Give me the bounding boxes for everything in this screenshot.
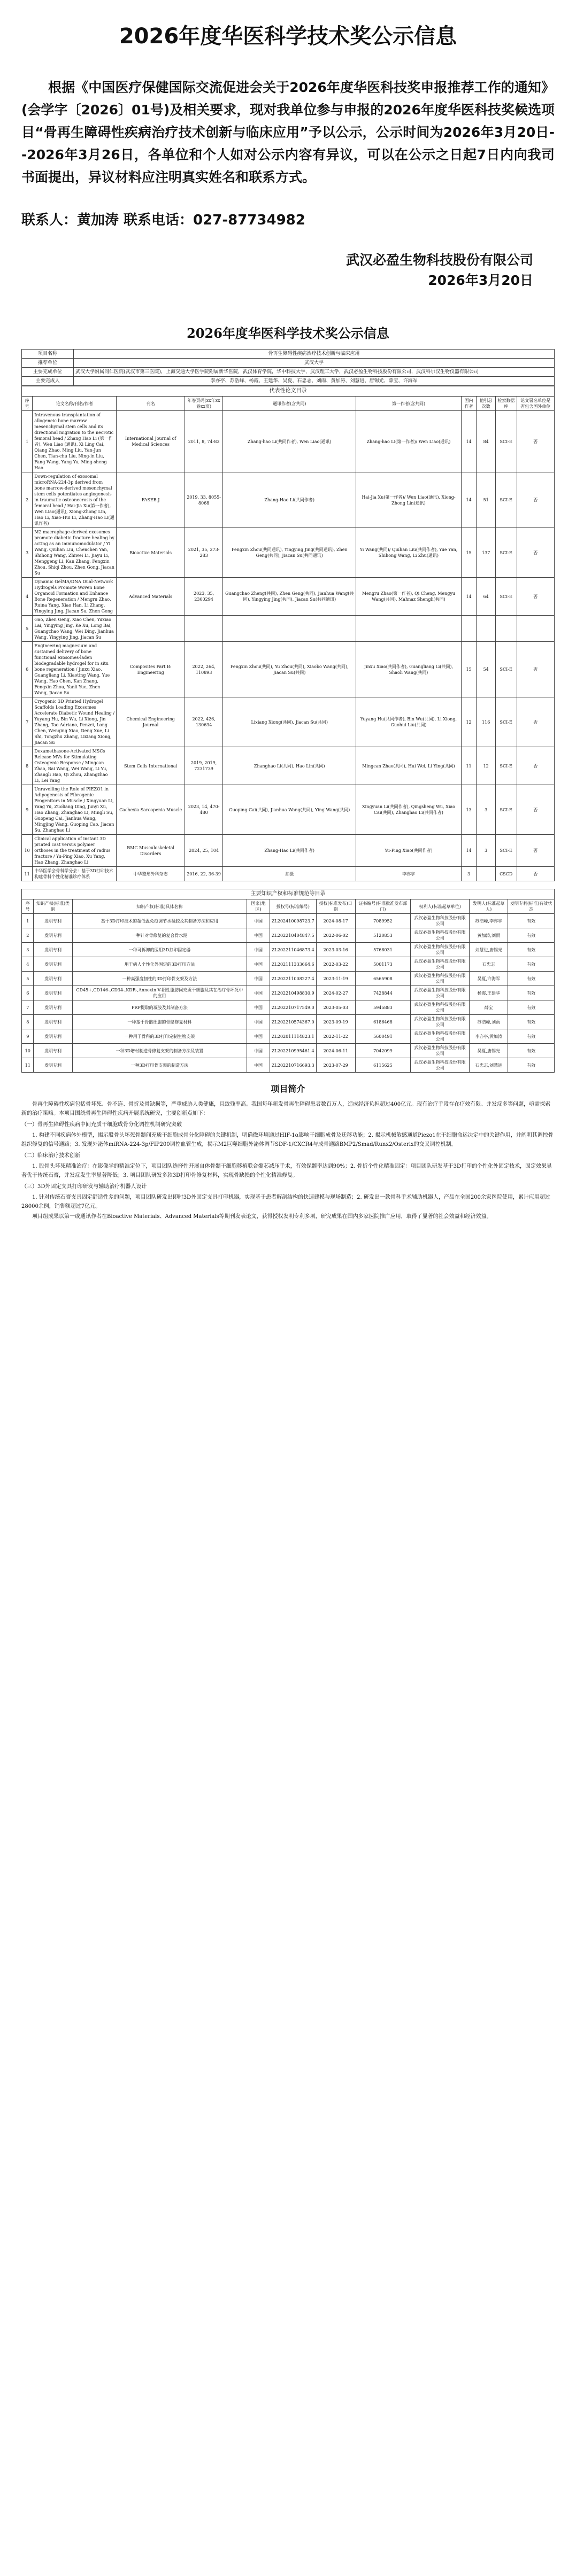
patent-owner: 武汉必盈生物科技股份有限公司	[411, 1015, 470, 1029]
patent-cert: 6115625	[355, 1058, 410, 1073]
patent-row	[22, 972, 555, 986]
patent-country: 中国	[247, 957, 270, 972]
persons-label: 主要完成人	[22, 377, 74, 386]
paper-foreign: 否	[517, 642, 555, 697]
paper-corr: 拍摄	[223, 867, 356, 881]
paper-title: Engineering magnesium and sustained delivery of bone functional exosomes-laden biodegradable hydrogel for in situ bone regeneration / Jinxu Xiao, Guangliang Li, Xiaoting Wang, Yue Wang, Hao Chen, Kan Zhang, Fengxin Zhou, Yanli Yue, Zhen Wang, Jiacan Su	[33, 642, 117, 697]
paper-row	[22, 835, 555, 867]
paper-domestic: 12	[461, 697, 477, 747]
paper-pages: 2021, 35, 273-283	[185, 528, 222, 578]
paper-cites: 137	[477, 528, 495, 578]
paper-foreign	[517, 616, 555, 642]
patent-inventor: 刘慧进,唐锡光	[470, 943, 508, 957]
paper-title: M2 macrophage-derived exosomes promote diabetic fracture healing by acting as an immunomodulator / Yi Wang, Qiuhan Liu, Chenchen Yan, Shihong Wang, Zhiwei Li, Jiayu Li, Menggeng Li, Kan Zhang, Fengxin Zhou, Shiqi Zhou, Zhen Gong, Jiacan Su	[33, 528, 117, 578]
paper-journal: BMC Musculoskeletal Disorders	[117, 835, 185, 867]
paper-first: Zhang-hao Li(第一作者)/ Wen Liao(通讯)	[356, 411, 461, 472]
patent-type: 发明专利	[34, 957, 72, 972]
patent-cert: 7042099	[355, 1044, 410, 1058]
patent-type: 发明专利	[34, 1029, 72, 1044]
paper-pages	[185, 616, 222, 642]
paper-db: SCI-E	[495, 578, 517, 616]
patent-cert: 6565908	[355, 972, 410, 986]
paper-corr: Guoping Cai(共同), Jianhua Wang(共同), Ying Wang(共同)	[223, 785, 356, 835]
patent-country: 中国	[247, 943, 270, 957]
paper-row	[22, 616, 555, 642]
patent-row	[22, 914, 555, 928]
paper-domestic: 13	[461, 785, 477, 835]
paper-domestic: 14	[461, 835, 477, 867]
paper-db: SCI-E	[495, 785, 517, 835]
paper-db: SCI-E	[495, 642, 517, 697]
form-title: 2026年度华医科学技术奖公示信息	[187, 325, 389, 341]
patent-date: 2023-05-03	[316, 1000, 355, 1015]
patent-name: 一种3D打印骨支架的制造方法	[72, 1058, 247, 1073]
paper-pages: 2019, 33, 8055-8068	[185, 472, 222, 528]
paper-corr	[223, 616, 356, 642]
patent-inventor: 吴夏,许海军	[470, 972, 508, 986]
column-header: 序号	[22, 899, 34, 914]
paper-domestic: 14	[461, 472, 477, 528]
patents-header: 主要知识产权和标准规范等目录	[22, 889, 555, 899]
paper-cites: 64	[477, 578, 495, 616]
units-label: 主要完成单位	[22, 368, 74, 377]
patent-type: 发明专利	[34, 986, 72, 1000]
patent-country: 中国	[247, 928, 270, 943]
form-section	[0, 323, 576, 1221]
patent-row	[22, 1015, 555, 1029]
paper-title: Clinical application of instant 3D printed cast versus polymer orthoses in the treatment of radius fracture / Yu-Ping Xiao, Xu Yang, Hao Zhang, Zhanghao Li	[33, 835, 117, 867]
patent-num: ZL202210995461.4	[270, 1044, 317, 1058]
paper-cites: 54	[477, 642, 495, 697]
patent-num: ZL202210574367.0	[270, 1015, 317, 1029]
intro-heading: （二）临床治疗技术创新	[21, 1153, 80, 1159]
notice-date: 2026年3月20日	[428, 273, 533, 288]
paper-domestic: 15	[461, 642, 477, 697]
paper-cites: 51	[477, 472, 495, 528]
paper-title: Intravenous transplantation of allogeneic bone marrow mesenchymal stem cells and its directional migration to the necrotic femoral head / Zhang Hao Li (第一作者), Wen Liao (通讯), Xi Ling Cai, Qiang Zhao, Ming Liu, Yan-Jun Chen, Tian-chu Liu, Ning-in Liu, Fang Wang, Yang Yu, Ming-sheng Hao	[33, 411, 117, 472]
patent-num: ZL202210404847.5	[270, 928, 317, 943]
paper-cites: 3	[477, 785, 495, 835]
paper-title: Gao, Zhen Geng, Xiao Chen, Yuxiao Lai, Yingying Jing, Ke Xu, Long Bai, Guangchao Wang, Wei Ding, Jianhua Wang, Yingying Jing, Jiacan Su	[33, 616, 117, 642]
paper-cites	[477, 616, 495, 642]
patent-cert: 7428844	[355, 986, 410, 1000]
contact-line: 联系人：黄加涛 联系电话：027-87734982	[21, 212, 305, 228]
patent-type: 发明专利	[34, 1058, 72, 1073]
patent-cert: 5768031	[355, 943, 410, 957]
patent-owner: 武汉必盈生物科技股份有限公司	[411, 943, 470, 957]
patent-name: 一种用于骨科的3D打印定制生物支架	[72, 1029, 247, 1044]
paper-cites: 12	[477, 747, 495, 785]
paper-foreign: 否	[517, 411, 555, 472]
paper-journal: Advanced Materials	[117, 578, 185, 616]
paper-first: Mingcan Zhao(共同), Hui Wei, Li Ying(共同)	[356, 747, 461, 785]
paper-first: Xingyuan Li(共同作者), Qingsheng Wu, Xiao Cai(共同), Zhanghao Li(共同作者)	[356, 785, 461, 835]
column-header: 知识产权(标准)类别	[34, 899, 72, 914]
paper-no: 6	[22, 642, 33, 697]
paper-foreign: 否	[517, 747, 555, 785]
units: 武汉大学附属同仁医院(武汉市第三医院)，上海交通大学医学院附属新华医院，武汉体育学院，华中科技大学，武汉理工大学，武汉必盈生物科技股份有限公司，武汉科尔汉生物仪器有限公司	[74, 368, 555, 377]
paper-journal: Bioactive Materials	[117, 528, 185, 578]
column-header: 权利人(标准起草单位)	[411, 899, 470, 914]
paper-domestic: 15	[461, 528, 477, 578]
patent-no: 3	[22, 943, 34, 957]
paper-no: 1	[22, 411, 33, 472]
notice-paragraph: 根据《中国医疗保健国际交流促进会关于2026年度华医科技奖申报推荐工作的通知》(会学字〔2026〕01号)及相关要求，现对我单位参与申报的2026年度华医科技奖候选项目“骨再生障碍性疾病治疗技术创新与临床应用”予以公示，公示时间为2026年3月20日--2026年3月26日，各单位和个人如对公示内容有异议，可以在公示之日起7日内向我司书面提出，异议材料应注明真实姓名和联系方式。	[21, 80, 555, 185]
paper-corr: Zhang-Hao Li(共同作者)	[223, 472, 356, 528]
patent-inventor: 石忠志	[470, 957, 508, 972]
patent-name: PRP提取的凝胶及其制备方法	[72, 1000, 247, 1015]
paper-row	[22, 642, 555, 697]
patent-row	[22, 1029, 555, 1044]
patent-status: 有效	[508, 957, 555, 972]
project-label: 项目名称	[22, 350, 74, 359]
patent-country: 中国	[247, 1029, 270, 1044]
patent-inventor: 薛宝	[470, 1000, 508, 1015]
paper-title: 中华医学会骨科学分会：基于3D打印技术构建骨科个性化精准诊疗体系	[33, 867, 117, 881]
intro-paragraph: 1. 构建不同疾病体外模型，揭示股骨头坏死骨髓间充质干细胞成骨分化障碍的关键机制，明确微环境通过HIF-1α影响干细胞成骨及迁移功能；2. 揭示机械敏感通道Piezo1在干细胞命运决定中的关键作用，并阐明其调控骨组织修复的信号通路；3. 发现外泌体miRNA-224-3p/FIP200调控血管生成，揭示M2巨噬细胞外泌体调节SDF-1/CXCR4与成骨通路BMP2/Smad/Runx2/Osterix的交叉调控机制。	[21, 1132, 554, 1147]
paper-db: SCI-E	[495, 835, 517, 867]
paper-first: Yi Wang(共同)/ Qiuhan Liu(共同作者), Yue Yan, Shihong Wang, Li Zhu(通讯)	[356, 528, 461, 578]
patent-country: 中国	[247, 1000, 270, 1015]
patent-status: 有效	[508, 1044, 555, 1058]
patent-owner: 武汉必盈生物科技股份有限公司	[411, 1000, 470, 1015]
patent-country: 中国	[247, 1058, 270, 1073]
nominator-label: 推荐单位	[22, 359, 74, 368]
patent-owner: 武汉必盈生物科技股份有限公司	[411, 972, 470, 986]
column-header: 国内作者	[461, 397, 477, 411]
patent-date: 2022-03-22	[316, 957, 355, 972]
paper-db: CSCD	[495, 867, 517, 881]
paper-cites	[477, 867, 495, 881]
paper-corr: Zhang-hao Li(共同作者), Wen Liao(通讯)	[223, 411, 356, 472]
paper-cites: 84	[477, 411, 495, 472]
paper-journal	[117, 616, 185, 642]
paper-corr: Fengxin Zhou(共同通讯), Yingying Jing(共同通讯), Zhen Geng(共同), Jiacan Su(共同通讯)	[223, 528, 356, 578]
paper-cites: 3	[477, 835, 495, 867]
papers-header-row	[22, 397, 555, 411]
patent-country: 中国	[247, 986, 270, 1000]
intro-paragraph: 1. 股骨头坏死精准治疗：在影像学的精准定位下，项目团队选择性开展自体骨髓干细胞移植联合髓芯减压手术，有效保髋率达到90%；2. 骨折个性化精准固定：项目团队研发基于3D打印的个性化外固定技术，固定效果显著优于传统石膏，并发症发生率显著降低；3. 项目团队研发多款3D打印骨修复材料，实现骨缺损的个性化精准修复。	[21, 1163, 552, 1178]
paper-no: 5	[22, 616, 33, 642]
paper-pages: 2023, 14, 470-480	[185, 785, 222, 835]
paper-row	[22, 785, 555, 835]
patent-name: 一种针对骨修复的复合骨水泥	[72, 928, 247, 943]
patent-cert: 5600491	[355, 1029, 410, 1044]
paper-domestic: 14	[461, 578, 477, 616]
patent-name: 基于3D打印技术的超低温免疫调节水凝胶及其制备方法和应用	[72, 914, 247, 928]
patent-name: 用于病人个性化外固定的3D打印方法	[72, 957, 247, 972]
patent-owner: 武汉必盈生物科技股份有限公司	[411, 1029, 470, 1044]
intro-paragraph: 骨再生障碍性疾病包括骨坏死、骨不连、骨折及骨缺损等，严重威胁人类健康，且致残率高。我国每年新发骨再生障碍患者数百万人，造成经济负担超过400亿元。现有治疗手段存在疗效有限、并发症多等问题，亟需探索新的治疗策略。本项目围绕骨再生障碍性疾病开展系统研究，主要创新点如下：	[21, 1101, 551, 1116]
paper-first: Mengru Zhao(第一作者), Qi Cheng, Mengyu Wang(共同), Mahnaz Shengli(共同)	[356, 578, 461, 616]
nominator: 武汉大学	[74, 359, 555, 368]
patent-owner: 武汉必盈生物科技股份有限公司	[411, 914, 470, 928]
paper-pages: 2022, 264, 110893	[185, 642, 222, 697]
column-header: 发明人(标准起草人)	[470, 899, 508, 914]
patent-date: 2023-03-16	[316, 943, 355, 957]
patent-no: 8	[22, 1015, 34, 1029]
patent-status: 有效	[508, 1029, 555, 1044]
paper-title: Down-regulation of exosomal microRNA-224-3p derived from bone marrow-derived mesenchymal stem cells potentiates angiogenesis in traumatic osteonecrosis of the femoral head / Hai-Jia Xu(第一作者), Wen Liao(通讯), Xiong-Zhong Lin, Hao Li, Xiao-Hui Li, Zhang-Hao Li(通讯作者)	[33, 472, 117, 528]
paper-first	[356, 616, 461, 642]
intro-paragraph: 项目组成果以第一或通讯作者在Bioactive Materials、Advanced Materials等期刊发表论文，获得授权发明专利多项，研究成果在国内多家医院推广应用，取得了显著的社会效益和经济效益。	[32, 1214, 492, 1220]
paper-db: SCI-E	[495, 411, 517, 472]
patent-status: 有效	[508, 1015, 555, 1029]
patent-type: 发明专利	[34, 972, 72, 986]
column-header: 年卷页码(xx年xx卷xx页)	[185, 397, 222, 411]
paper-db: SCI-E	[495, 747, 517, 785]
paper-row	[22, 411, 555, 472]
project-info-table	[21, 349, 555, 386]
patent-owner: 武汉必盈生物科技股份有限公司	[411, 928, 470, 943]
paper-corr: Zhang-Hao Li(共同作者)	[223, 835, 356, 867]
patent-owner: 武汉必盈生物科技股份有限公司	[411, 986, 470, 1000]
patent-num: ZL202210717549.0	[270, 1000, 317, 1015]
paper-corr: Fengxin Zhou(共同), Yu Zhou(共同), Xiaobo Wang(共同), Jiacan Su(共同)	[223, 642, 356, 697]
intro-heading: （三）3D外固定支具打印研发与辅助治疗机器人设计	[21, 1184, 147, 1190]
paper-title: Cryogenic 3D Printed Hydrogel Scaffolds Loading Exosomes Accelerate Diabetic Wound Healing / Yuyang Hu, Bin Wu, Li Xiong, Jin Zhang, Tao Adriano, Penzei, Long Chen, Wenqing Xiao, Deng Xue, Li Shi, Tongzhu Zhang, Lixiang Xiong, Jiacan Su	[33, 697, 117, 747]
patent-row	[22, 1044, 555, 1058]
paper-cites: 116	[477, 697, 495, 747]
patent-country: 中国	[247, 972, 270, 986]
paper-db: SCI-E	[495, 472, 517, 528]
patent-type: 发明专利	[34, 1044, 72, 1058]
company-name: 武汉必盈生物科技股份有限公司	[345, 252, 533, 268]
patent-status: 有效	[508, 1058, 555, 1073]
paper-pages: 2019, 2019, 7231739	[185, 747, 222, 785]
column-header: 国家(地区)	[247, 899, 270, 914]
patent-status: 有效	[508, 943, 555, 957]
patent-row	[22, 957, 555, 972]
paper-title: Dynamic GelMA/DNA Dual-Network Hydrogels Promote Woven Bone Organoid Formation and Enhance Bone Regeneration / Mengru Zhao, Ruina Yang, Xiao Han, Li Zhang, Yingying Jing, Jiacan Su, Zhen Geng	[33, 578, 117, 616]
paper-foreign: 否	[517, 578, 555, 616]
paper-journal: Composites Part B: Engineering	[117, 642, 185, 697]
patent-date: 2023-11-19	[316, 972, 355, 986]
paper-pages: 2024, 25, 104	[185, 835, 222, 867]
patent-date: 2023-09-19	[316, 1015, 355, 1029]
patent-num: ZL202211008227.4	[270, 972, 317, 986]
patent-name: 一种基于骨骼细胞的骨骼修复材料	[72, 1015, 247, 1029]
patent-no: 9	[22, 1029, 34, 1044]
paper-corr: Lixiang Xiong(共同), Jiacan Su(共同)	[223, 697, 356, 747]
paper-db: SCI-E	[495, 697, 517, 747]
paper-no: 11	[22, 867, 33, 881]
patent-num: ZL202410098723.7	[270, 914, 317, 928]
patent-date: 2024-08-17	[316, 914, 355, 928]
patent-status: 有效	[508, 928, 555, 943]
paper-db: SCI-E	[495, 528, 517, 578]
patent-inventor: 苏浩峰,李亦亭	[470, 914, 508, 928]
patent-type: 发明专利	[34, 943, 72, 957]
patent-row	[22, 986, 555, 1000]
paper-journal: International Journal of Medical Sciences	[117, 411, 185, 472]
papers-table	[21, 386, 555, 881]
patent-status: 有效	[508, 972, 555, 986]
paper-journal: Cachexia Sarcopenia Muscle	[117, 785, 185, 835]
patent-name: 一种3D增材制造骨修复支架的制备方法及装置	[72, 1044, 247, 1058]
patent-date: 2023-07-29	[316, 1058, 355, 1073]
column-header: 授权(标准发布)日期	[316, 899, 355, 914]
paper-pages: 2016, 22, 36-39	[185, 867, 222, 881]
patent-no: 10	[22, 1044, 34, 1058]
paper-no: 10	[22, 835, 33, 867]
paper-first: Yuyang Hu(共同作者), Bin Wu(共同), Li Xiong, Guohui Liu(共同)	[356, 697, 461, 747]
paper-foreign: 否	[517, 697, 555, 747]
paper-no: 3	[22, 528, 33, 578]
intro-title: 项目简介	[271, 1084, 305, 1094]
column-header: 序号	[22, 397, 33, 411]
column-header: 检索数据库	[495, 397, 517, 411]
paper-title: Unravelling the Role of PIEZO1 in Adipogenesis of Fibrogenic Progenitors in Muscle / Xingyuan Li, Yang Yu, Zuoliang Ding, Junyi Xu, Hao Zhang, Zhanghao Li, Mingli Su, Guopeng Cai, Jianhua Wang, Mingjing Wang, Guoping Cao, Jiacan Su, Zhanghao Li	[33, 785, 117, 835]
patent-row	[22, 943, 555, 957]
paper-foreign: 否	[517, 835, 555, 867]
patent-num: ZL202011114823.1	[270, 1029, 317, 1044]
patent-status: 有效	[508, 986, 555, 1000]
patent-status: 有效	[508, 1000, 555, 1015]
patent-inventor: 杨霞,王建华	[470, 986, 508, 1000]
patent-num: ZL202111333664.6	[270, 957, 317, 972]
paper-no: 4	[22, 578, 33, 616]
patent-no: 1	[22, 914, 34, 928]
notice-page	[0, 19, 576, 291]
paper-pages: 2011, 8, 74-83	[185, 411, 222, 472]
paper-row	[22, 867, 555, 881]
paper-first: 李亦亭	[356, 867, 461, 881]
patent-no: 11	[22, 1058, 34, 1073]
patent-cert: 7089952	[355, 914, 410, 928]
patent-no: 7	[22, 1000, 34, 1015]
patent-name: 一种可拆卸的医用3D打印固定器	[72, 943, 247, 957]
paper-row	[22, 697, 555, 747]
paper-foreign: 否	[517, 472, 555, 528]
column-header: 刊名	[117, 397, 185, 411]
patent-type: 发明专利	[34, 1000, 72, 1015]
paper-domestic: 14	[461, 411, 477, 472]
paper-title: Dexamethasone-Activated MSCs Release MVs for Stimulating Osteogenic Response / Mingcan Zhao, Bai Wang, Wei Wang, Li Yu, Zhangli Hao, Qi Zhou, Zhangzhao Li, Lei Yang	[33, 747, 117, 785]
paper-foreign: 否	[517, 785, 555, 835]
patent-inventor: 石忠志,刘慧进	[470, 1058, 508, 1073]
paper-domestic	[461, 616, 477, 642]
patent-country: 中国	[247, 1015, 270, 1029]
column-header: 论文名称/刊名/作者	[33, 397, 117, 411]
patent-name: CD45+,CD146-,CD34-,KDR-,Annexin V-阳性脂肪间充质干细胞及其在治疗骨坏死中的应用	[72, 986, 247, 1000]
patents-table	[21, 889, 555, 1073]
patent-owner: 武汉必盈生物科技股份有限公司	[411, 1058, 470, 1073]
patent-country: 中国	[247, 914, 270, 928]
paper-db	[495, 616, 517, 642]
patent-cert: 6186468	[355, 1015, 410, 1029]
paper-row	[22, 472, 555, 528]
column-header: 论文署名单位是否包含国外单位	[517, 397, 555, 411]
intro-paragraph: 1. 针对传统石膏支具固定舒适性差的问题，项目团队研发出即时3D外固定支具打印机器，实现基于患者解剖结构的快速建模与现场制造；2. 研发出一款骨科手术辅助机器人，产品在全国200余家医院使用，累计应用超过28000余例，销售额超过7亿元。	[21, 1194, 550, 1209]
column-header: 知识产权(标准)具体名称	[72, 899, 247, 914]
paper-no: 7	[22, 697, 33, 747]
patent-type: 发明专利	[34, 928, 72, 943]
patent-name: 一种高强度韧性的3D打印骨支架及方法	[72, 972, 247, 986]
paper-no: 2	[22, 472, 33, 528]
patent-no: 5	[22, 972, 34, 986]
patent-cert: 5945883	[355, 1000, 410, 1015]
patent-num: ZL202210716693.3	[270, 1058, 317, 1073]
patent-date: 2022-11-22	[316, 1029, 355, 1044]
paper-journal: FASEB J	[117, 472, 185, 528]
patent-num: ZL202210498830.9	[270, 986, 317, 1000]
patent-type: 发明专利	[34, 914, 72, 928]
patent-date: 2022-06-02	[316, 928, 355, 943]
paper-row	[22, 578, 555, 616]
patent-inventor: 黄加涛,刘雨	[470, 928, 508, 943]
paper-foreign: 否	[517, 528, 555, 578]
patent-date: 2024-02-27	[316, 986, 355, 1000]
paper-no: 8	[22, 747, 33, 785]
paper-pages: 2023, 35, 2300294	[185, 578, 222, 616]
patent-date: 2024-06-11	[316, 1044, 355, 1058]
patent-no: 2	[22, 928, 34, 943]
patent-owner: 武汉必盈生物科技股份有限公司	[411, 957, 470, 972]
patents-header-row	[22, 899, 555, 914]
patent-no: 4	[22, 957, 34, 972]
column-header: 发明专利(标准)有效状态	[508, 899, 555, 914]
paper-pages: 2022, 426, 130634	[185, 697, 222, 747]
paper-first: Yu-Ping Xiao(共同作者)	[356, 835, 461, 867]
patent-owner: 武汉必盈生物科技股份有限公司	[411, 1044, 470, 1058]
column-header: 他引总次数	[477, 397, 495, 411]
column-header: 证书编号(标准批准发布部门)	[355, 899, 410, 914]
paper-foreign: 否	[517, 867, 555, 881]
paper-first: Hai-Jia Xu(第一作者)/ Wen Liao(通讯), Xiong-Zhong Lin(通讯)	[356, 472, 461, 528]
patent-country: 中国	[247, 1044, 270, 1058]
patent-inventor: 吴夏,唐锡光	[470, 1044, 508, 1058]
paper-journal: Stem Cells International	[117, 747, 185, 785]
column-header: 第一作者(含共同)	[356, 397, 461, 411]
paper-journal: Chemical Engineering Journal	[117, 697, 185, 747]
patent-cert: 5001173	[355, 957, 410, 972]
paper-no: 9	[22, 785, 33, 835]
papers-header: 代表性论文目录	[22, 386, 555, 397]
patent-inventor: 李亦亭,黄加涛	[470, 1029, 508, 1044]
paper-first: Jinxu Xiao(共同作者), Guangliang Li(共同), Shaoli Wang(共同)	[356, 642, 461, 697]
patent-inventor: 苏浩峰,刘雨	[470, 1015, 508, 1029]
paper-domestic: 3	[461, 867, 477, 881]
patent-type: 发明专利	[34, 1015, 72, 1029]
column-header: 通讯作者(含共同)	[223, 397, 356, 411]
intro-heading: （一）骨再生障碍性疾病中间充质干细胞成骨分化调控机制研究突破	[21, 1122, 182, 1128]
paper-corr: Zhanghao Li(共同), Hao Lin(共同)	[223, 747, 356, 785]
patent-row	[22, 928, 555, 943]
paper-journal: 中华整形外科杂志	[117, 867, 185, 881]
persons: 李亦亭、苏浩峰、杨霞、王建华、吴夏、石忠志、刘雨、黄加涛、刘慧进、唐锡光、薛宝、许海军	[74, 377, 555, 386]
patent-row	[22, 1000, 555, 1015]
paper-corr: Guangchao Zheng(共同), Zhen Geng(共同), Jianhua Wang(共同), Yingying Jing(共同), Jiacan Su(共同通讯)	[223, 578, 356, 616]
column-header: 授权号(标准编号)	[270, 899, 317, 914]
patent-no: 6	[22, 986, 34, 1000]
paper-row	[22, 747, 555, 785]
patent-num: ZL202211046873.4	[270, 943, 317, 957]
notice-title: 2026年度华医科学技术奖公示信息	[119, 24, 457, 49]
patent-row	[22, 1058, 555, 1073]
patent-cert: 5120853	[355, 928, 410, 943]
paper-domestic: 11	[461, 747, 477, 785]
project-name: 骨再生障碍性疾病治疗技术创新与临床应用	[74, 350, 555, 359]
patent-status: 有效	[508, 914, 555, 928]
paper-row	[22, 528, 555, 578]
